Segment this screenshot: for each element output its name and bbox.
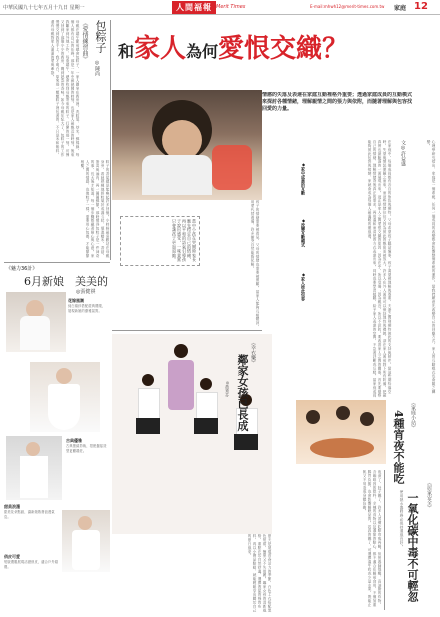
- subhead-3: ◆家人彼此包容: [301, 272, 306, 301]
- main-article-body-2: 心理學研究指出，家庭是一個系統，任何一個成員的改變都會影響整個系統的運作。當我們願意先改變自己的回應方式，家人的互動模式也會隨之轉變。: [427, 140, 436, 394]
- bride-face: [78, 516, 92, 530]
- person-head: [360, 412, 374, 426]
- newspaper-subtitle: Merit Times: [216, 4, 246, 10]
- headline-part-3: 為何: [186, 42, 219, 61]
- charm-tag: 《魅力36計》: [6, 266, 38, 272]
- girl-3-skirt: [194, 418, 218, 434]
- girl-2-hair: [174, 344, 188, 358]
- page-header: [0, 0, 440, 15]
- bride-dress: [20, 316, 50, 350]
- girl-1-top: [138, 388, 160, 420]
- bride-dress: [72, 530, 100, 570]
- bride-dress: [48, 384, 80, 430]
- girl-4-skirt: [234, 434, 258, 450]
- main-author: 文◎許益盛: [400, 140, 406, 166]
- pull-quote-text: 當中小孩在哭鬧時家長應先穩定自己的情緒，再以平和的語氣引導孩子說出感受，一味責罵只會讓孩子更加退縮。: [172, 219, 197, 262]
- person-head: [306, 410, 320, 424]
- child-tag: 《家庭小站》: [410, 400, 416, 430]
- column-divider: [110, 20, 111, 260]
- bride-caption-3: 甜美浪漫 甜美花朵點綴，讓新娘散發浪漫氣息。: [4, 504, 60, 544]
- bride-caption-4: 俏皮可愛 短版禮服展現活潑俏皮，適合戶外婚禮。: [4, 554, 59, 569]
- girl-3-top: [196, 392, 218, 420]
- mid-article-body: 孩子的情緒需要被看見，父母的情緒也需要被照顧。當家人能夠互相體諒，用愛代替責備，許多衝突自然能夠化解。: [251, 200, 260, 329]
- child-title: 4種宵夜不能吃: [392, 410, 405, 484]
- girl-1-hair: [142, 374, 154, 386]
- headline-part-2: 家人: [134, 34, 187, 64]
- bride-photo-1: [6, 292, 66, 352]
- headline-part-5: ？: [322, 34, 349, 64]
- fashion-divider: [112, 330, 262, 331]
- girl-1-skirt: [136, 418, 160, 434]
- left-column-text: 母親在端午節前總會包粽子，一家人圍坐在廚房裡，洗粽葉、炒米、綁棉線，每個人都有自己的任務。那是一年中最熱鬧的時刻，也是家人最親近的時刻。後來我離家到外地工作，每逢端午，總會收到母親寄來的粽子，打開的那一刻，彷彿又回到了那個小小的廚房，聞到熟悉的香味。如今母親年紀大了，包粽子的工作慢慢交到我的手上，我才明白，原來那一顆顆粽子裡包著的，不只是米和餡料，還有母親對家人滿滿的愛與牽掛。: [51, 20, 80, 157]
- bride-caption-2: 古典優雅 古典蕾絲剪裁，搭配盤髮造型更顯端莊。: [66, 438, 110, 478]
- child-shirt: [142, 155, 212, 195]
- left-tag: 《愛情練習曲》: [81, 20, 88, 62]
- girl-3-hair: [200, 378, 212, 390]
- subhead-2: ◆改變互動模式: [301, 218, 306, 247]
- fashion-author: ◎黃秀芬: [225, 380, 230, 397]
- girl-2-dress: [168, 360, 194, 410]
- headline-part-4: 愛恨交織: [218, 34, 323, 64]
- charm-divider: [4, 262, 110, 263]
- section-email: E-mail:mhwh12@merit-times.com.tw: [310, 4, 385, 9]
- caption-label: 花嫁風潮: [68, 298, 84, 303]
- caption-label: 俏皮可愛: [4, 554, 20, 559]
- child-body: 夜深了，肚子餓了，許多人習慣吃點宵夜再睡。但營養師提醒，高油脂的炸物、含咖啡因的飲料、辛辣的食物以及過甜的點心，都不適合在睡前食用，不僅加重腸胃負擔，也會影響睡眠品質。若真的餓了，可選擇溫牛奶或少量水果，既能止飢又不易造成身體負擔。: [363, 470, 382, 607]
- bride-face: [26, 442, 40, 456]
- red-cup: [212, 145, 252, 190]
- left-feature-head: [80, 20, 110, 120]
- family-dinner-photo: [296, 400, 386, 464]
- main-article-body: 在家庭中，每個成員都有各自的角色與期待。父母希望孩子聽話懂事，孩子渴望被理解與尊重，夫妻之間則期待彼此的支持與陪伴。當這些期待落空時，失望與憤怒便隨之而來，而這些情緒往往又因為彼此的親密而被放大。許多人在外人面前可以保持理性與禮貌，卻在家人面前卸下所有防備，把最真實也最脆弱的一面展現出來。這正是家人之間愛恨交織的原因：因為在乎，所以受傷；因為親近，所以不設防。要改善家人之間的關係，首先要覺察自己的情緒，理解情緒背後真正的需求，再用溫和而清楚的方式表達出來。同時也要學習傾聽，給予家人表達的空間，不急著評斷或反駁。當家庭成員能夠彼此包容與接納，家就會成為每個人最溫暖的避風港。: [368, 140, 392, 398]
- fashion-title: 鄰家女孩已長成: [236, 354, 249, 431]
- bride-photo-2: [30, 362, 100, 432]
- left-column-text-2: 粽子的香氣總是能喚起許多回憶。小時候最喜歡站在母親身旁，看她熟練地將粽葉折成漏斗狀，填進糯米、香菇、蛋黃與滷肉，再一圈圈綁緊。那時覺得包粽子是一件神奇的事，長大後才知道，每一個步驟都藏著耐心與心意。家人之間的情感，也像粽子一樣，需要用心包裹，才能緊緊相繫。: [81, 160, 110, 258]
- fashion-body: 夏天是展現青春活力的季節，白色上衣搭配黑色短裙，簡單又不失俏麗。鄰家女孩的清新風格，重點在於自然舒適，選擇透氣的棉質布料，再以小飾品點綴，就能輕鬆穿出屬於自己的夏日風采。: [248, 534, 272, 612]
- bride-caption-1: 花嫁風潮 純白頭紗搭配經典禮服，展現新娘的優雅氣質。: [68, 298, 108, 338]
- caption-label: 古典優雅: [66, 438, 82, 443]
- charm-title: 6月新娘 美美的: [24, 275, 108, 288]
- dinner-table: [310, 438, 374, 458]
- child-photo: [112, 90, 262, 200]
- left-author: ◎陳尚: [94, 60, 100, 76]
- lead-paragraph: 情感的失落及表達在家庭互動裡格外重要；透過家庭成員的互動模式來探討各種情緒，理解親情之間的張力與依附，而隨著理解與包容找回愛的力量。: [262, 92, 412, 112]
- headline-part-1: 和: [118, 42, 135, 61]
- safety-title: 一氧化碳中毒不可輕忽: [406, 492, 419, 602]
- left-title: 包粽子: [94, 20, 107, 53]
- pull-quote: [120, 216, 200, 266]
- main-headline: [118, 28, 348, 65]
- section-name: 家庭: [394, 5, 407, 12]
- person-head: [336, 406, 350, 420]
- page-number: 12: [414, 1, 428, 12]
- bride-dress: [20, 456, 48, 498]
- bride-photo-4: [62, 510, 110, 572]
- child-face: [162, 120, 202, 160]
- caption-label: 甜美浪漫: [4, 504, 20, 509]
- issue-date: 中華民國九十七年五月十九日 星期一: [3, 5, 85, 11]
- newspaper-logo: 人間福報: [172, 1, 216, 14]
- safety-divider: [384, 470, 385, 610]
- charm-author: ◎張健祺: [76, 289, 96, 295]
- subhead-1: ◆家中成員的互動: [301, 162, 306, 195]
- bride-face: [56, 368, 72, 384]
- bride-photo-3: [6, 436, 62, 500]
- fashion-tag: 《幸衣樂》: [250, 340, 256, 365]
- safety-tag: 《居家安全》: [426, 480, 432, 510]
- safety-body: 使用熱水器時務必保持通風良好。: [400, 490, 404, 549]
